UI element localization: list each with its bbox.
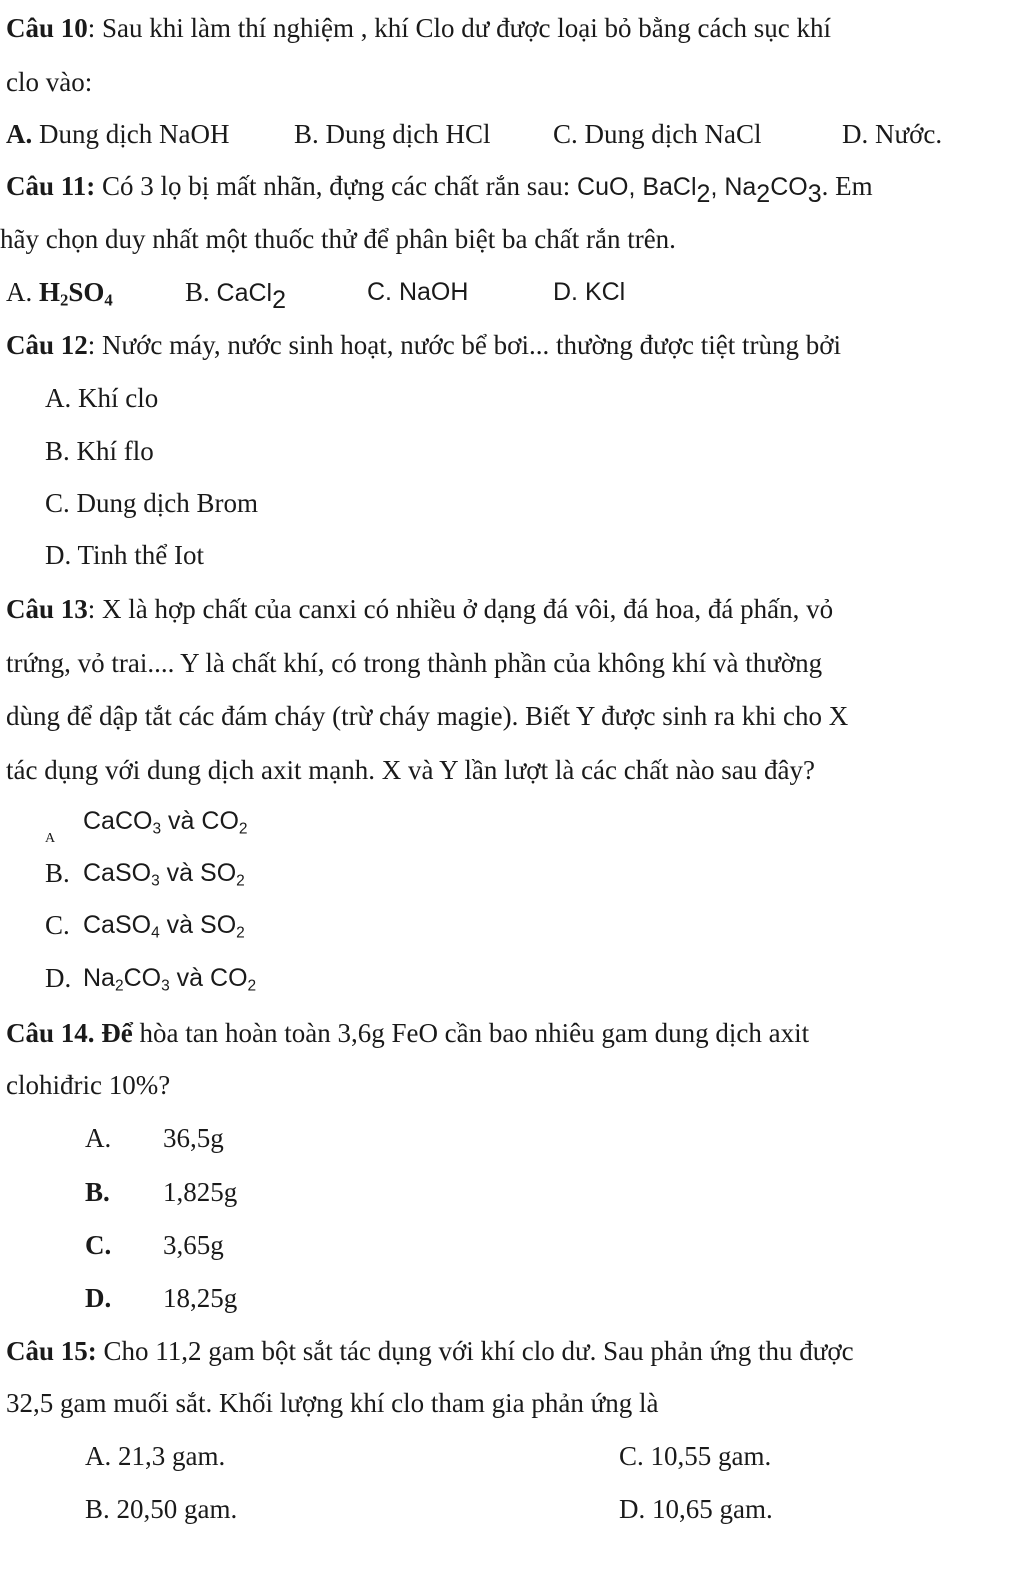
q14-stem-line1 [6,1020,809,1047]
q14-text1: hòa tan hoàn toàn 3,6g FeO cần bao nhiêu gam dung dịch axit [132,1018,810,1048]
q11-formula-co: CO [770,173,808,201]
q12-option-d: D. Tinh thể Iot [45,540,205,570]
q14-d-letter: D. [85,1283,112,1313]
q14-d-value: 18,25g [163,1283,238,1313]
q11-b-formula: CaCl [216,279,273,307]
q15-stem-line1 [6,1338,854,1365]
q13-label: Câu 13 [6,594,88,624]
q11-a-letter: A. [6,277,39,307]
q15-option-b: B. 20,50 gam. [85,1494,238,1524]
q13-d-f0: Na [83,964,115,992]
q14-a-letter: A. [85,1123,112,1153]
q11-a-h: H [39,277,61,307]
q13-d-s1: 3 [161,977,170,995]
q15-label: Câu 15: [6,1336,97,1366]
q11-option-a [6,277,113,310]
q13-stem-line2: trứng, vỏ trai.... Y là chất khí, có trong thành phần của không khí và thường [6,648,823,678]
q13-c-f2: SO [200,911,237,939]
q11-text1-pre: Có 3 lọ bị mất nhãn, đựng các chất rắn sau: [95,171,578,201]
q13-a-f1: CaCO [83,807,153,835]
q13-b-f1: CaSO [83,859,152,887]
q13-b-and: và [159,859,201,887]
q11-option-b [185,277,286,314]
q10-stem-line2: clo vào: [6,67,93,97]
q14-c-value: 3,65g [163,1230,224,1260]
q13-d-letter: D. [45,963,72,993]
q13-a-s1: 3 [152,820,162,838]
q10-text1: : Sau khi làm thí nghiệm , khí Clo dư được loại bỏ bằng cách sục khí [87,13,831,43]
q13-d-f1: CO [123,964,162,992]
q13-c-and: và [159,911,201,939]
q13-c-s2: 2 [236,924,245,942]
q10-option-d: D. Nước. [842,119,943,149]
q13-a-and: và [161,807,202,835]
q10-option-c: C. Dung dịch NaCl [553,119,762,149]
q14-stem-line2: clohiđric 10%? [6,1070,171,1100]
q10-a-letter: A. [6,119,33,149]
q14-b-value: 1,825g [163,1177,238,1207]
q13-b-s2: 2 [236,872,245,890]
q11-formula-na: , Na [710,173,757,201]
q11-option-d: D. KCl [553,278,626,306]
q12-option-a: A. Khí clo [45,383,159,413]
q12-label: Câu 12 [6,330,88,360]
q14-c-letter: C. [85,1230,112,1260]
q11-sub-3: 3 [807,180,822,208]
q11-label: Câu 11: [6,171,96,201]
q14-label: Câu 14. Để [6,1018,133,1048]
q12-stem [6,332,841,359]
q13-b-letter: B. [45,858,70,888]
q11-a-so-sub: 4 [104,290,113,310]
q13-a-s2: 2 [238,820,248,838]
q15-stem-line2: 32,5 gam muối sắt. Khối lượng khí clo tham gia phản ứng là [6,1388,659,1418]
q12-text: : Nước máy, nước sinh hoạt, nước bể bơi... thường được tiệt trùng bởi [87,330,842,360]
q10-stem-line1 [6,15,831,42]
q13-c-letter: C. [45,910,70,940]
q13-option-b [83,859,245,890]
q10-a-text: Dung dịch NaOH [32,119,230,149]
q13-c-s1: 4 [151,924,160,942]
q13-stem-line3: dùng để dập tắt các đám cháy (trừ cháy magie). Biết Y được sinh ra khi cho X [6,701,849,731]
q12-option-b: B. Khí flo [45,436,154,466]
q13-option-c [83,911,245,942]
q12-option-c: C. Dung dịch Brom [45,488,258,518]
q10-label: Câu 10 [6,13,88,43]
q15-text1: Cho 11,2 gam bột sắt tác dụng với khí clo dư. Sau phản ứng thu được [96,1336,854,1366]
q10-option-b: B. Dung dịch HCl [294,119,491,149]
q13-text1: : X là hợp chất của canxi có nhiều ở dạng đá vôi, đá hoa, đá phấn, vỏ [87,594,834,624]
q11-option-c: C. NaOH [367,278,469,306]
q11-b-sub: 2 [272,286,286,314]
q13-a-letter: A [45,831,56,846]
q13-stem-line1 [6,596,833,623]
q11-sub-2a: 2 [696,180,711,208]
q14-b-letter: B. [85,1177,110,1207]
q13-d-f2: CO [210,964,248,992]
q13-d-s2: 2 [247,977,257,995]
q11-a-h-sub: 2 [60,290,69,310]
q13-b-s1: 3 [151,872,160,890]
q15-option-c: C. 10,55 gam. [619,1441,772,1471]
q15-option-d: D. 10,65 gam. [619,1494,773,1524]
q13-a-f2: CO [201,807,239,835]
q11-a-so: SO [68,277,105,307]
q11-stem-line1 [6,171,873,208]
q13-option-a [83,807,248,838]
q11-stem-line2: hãy chọn duy nhất một thuốc thử để phân biệt ba chất rắn trên. [0,224,676,254]
q13-stem-line4: tác dụng với dung dịch axit mạnh. X và Y lần lượt là các chất nào sau đây? [6,755,815,785]
q11-sub-2b: 2 [756,180,771,208]
q13-d-s0: 2 [114,977,124,995]
q13-c-f1: CaSO [83,911,152,939]
q11-text1-post: . Em [821,171,873,201]
q11-b-letter: B. [185,277,217,307]
q11-formula-cuo-bacl: CuO, BaCl [577,173,697,201]
q13-option-d [83,964,257,995]
q13-d-and: và [169,964,211,992]
q14-a-value: 36,5g [163,1123,224,1153]
q15-option-a: A. 21,3 gam. [85,1441,226,1471]
q13-b-f2: SO [200,859,237,887]
q10-option-a [6,121,229,148]
